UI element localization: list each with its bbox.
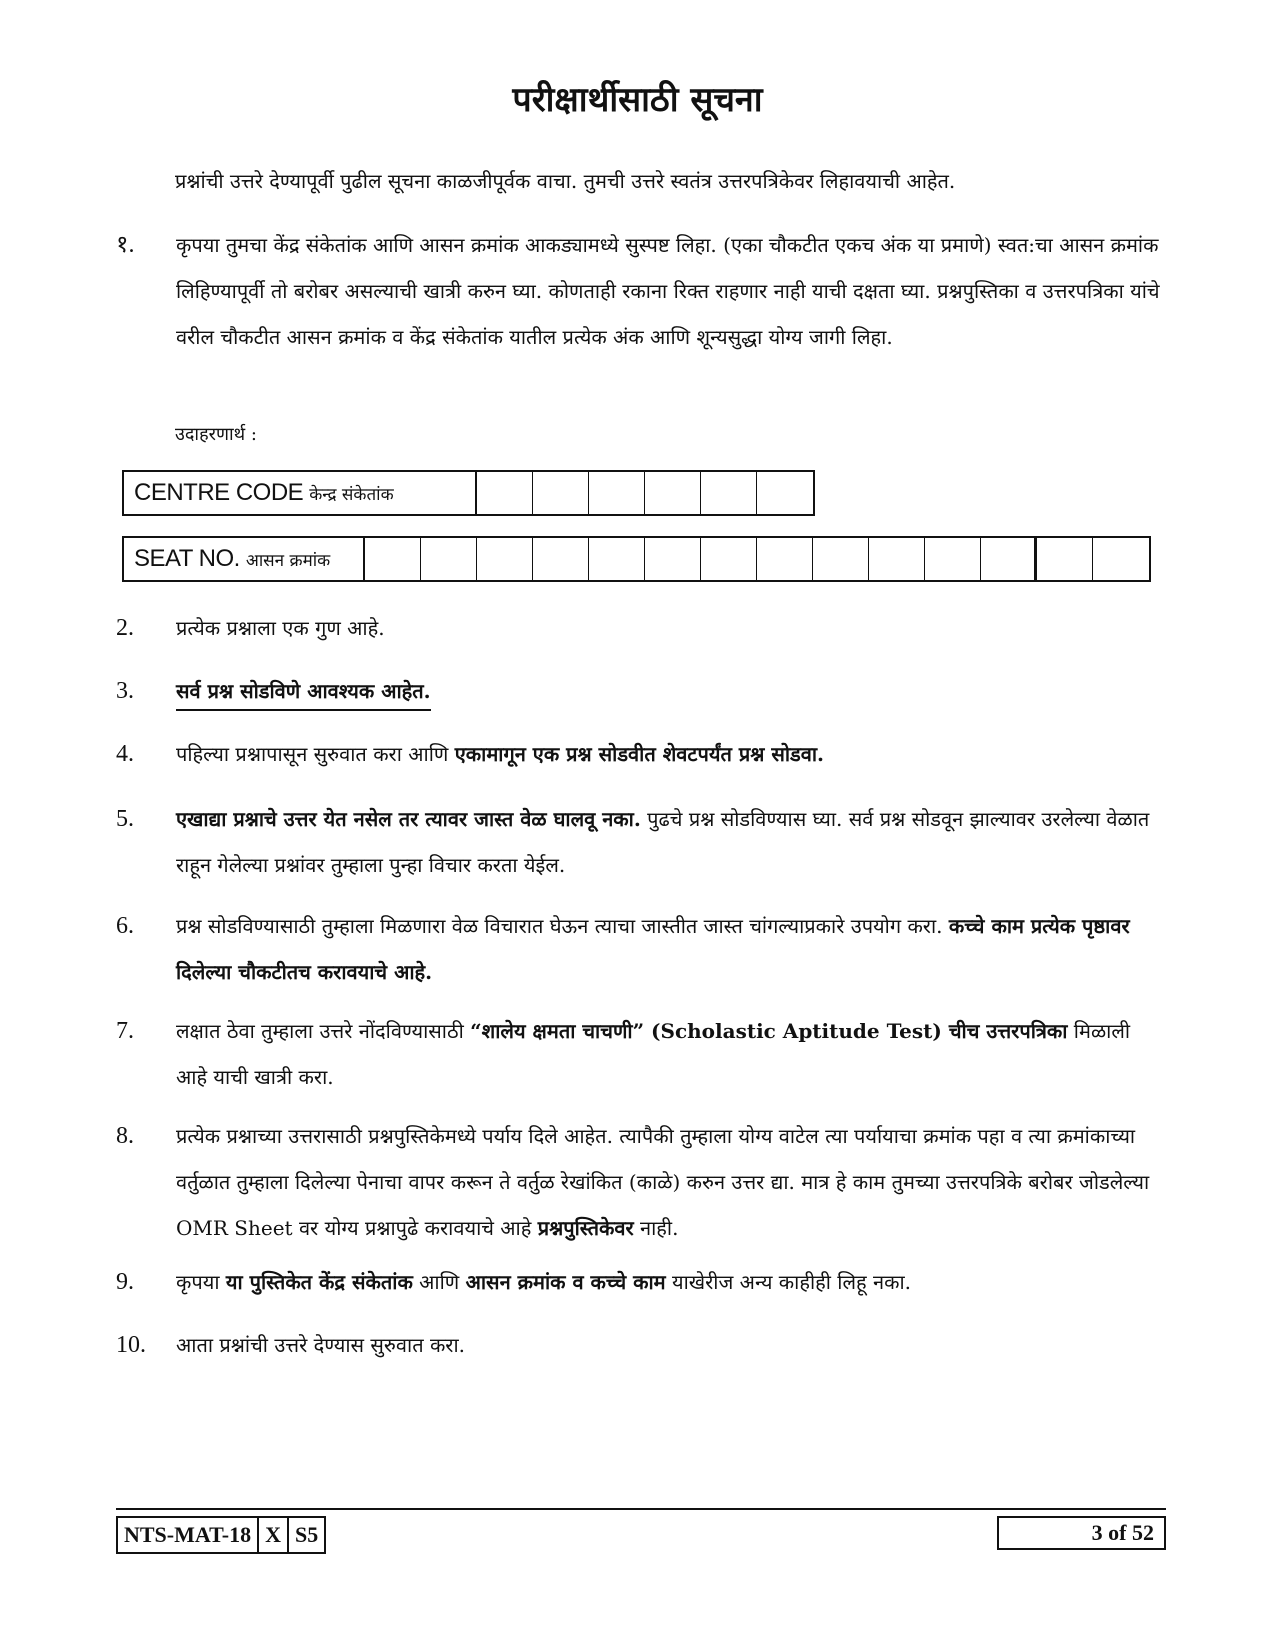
instruction-text: प्रत्येक प्रश्नाच्या उत्तरासाठी प्रश्नपुस्तिकेमध्ये पर्याय दिले आहेत. त्यापैकी तुम्हाला योग्य वाटेल त्या पर्यायाचा क्रमांक पहा व त्या क्रमांकाच्या वर्तुळात तुम्हाला दिलेल्या पेनाचा वापर करून ते वर्तुळ रेखांकित (काळे) करुन उत्तर द्या. मात्र हे काम तुमच्या उत्तरपत्रिके बरोबर जोडलेल्या OMR Sheet वर योग्य प्रश्नापुढे करावयाचे आहे <box>176 1124 1150 1240</box>
seat-no-digit[interactable] <box>421 538 477 580</box>
centre-code-box <box>122 470 815 516</box>
instruction-text: प्रश्न सोडविण्यासाठी तुम्हाला मिळणारा वेळ विचारात घेऊन त्याचा जास्तीत जास्त चांगल्याप्रकारे उपयोग करा. <box>176 914 949 938</box>
instruction-text: आता प्रश्नांची उत्तरे देण्यास सुरुवात करा. <box>176 1333 466 1357</box>
centre-code-mr: केन्द्र संकेतांक <box>309 484 394 505</box>
instruction-text-bold: “शालेय क्षमता चाचणी” (Scholastic Aptitude Test) चीच उत्तरपत्रिका <box>470 1019 1068 1043</box>
instruction-2 <box>116 605 1166 651</box>
instruction-number: 4. <box>116 741 134 767</box>
centre-code-digit[interactable] <box>533 472 589 514</box>
intro-text: प्रश्नांची उत्तरे देण्यापूर्वी पुढील सूचना काळजीपूर्वक वाचा. तुमची उत्तरे स्वतंत्र उत्तरपत्रिकेवर लिहावयाची आहेत. <box>175 169 956 193</box>
footer-code-box <box>116 1516 326 1554</box>
seat-no-digit[interactable] <box>869 538 925 580</box>
instruction-8 <box>116 1113 1166 1251</box>
seat-no-digit[interactable] <box>757 538 813 580</box>
instruction-number: 8. <box>116 1123 134 1149</box>
instruction-10 <box>116 1322 1166 1368</box>
instruction-text-bold: एकामागून एक प्रश्न सोडवीत शेवटपर्यंत प्रश्न सोडवा. <box>454 742 824 766</box>
centre-code-digit[interactable] <box>701 472 757 514</box>
instruction-number: 5. <box>116 806 134 832</box>
instruction-number: 9. <box>116 1269 134 1295</box>
centre-code-digit[interactable] <box>645 472 701 514</box>
centre-code-digit[interactable] <box>477 472 533 514</box>
instruction-text: पुढचे प्रश्न सोडविण्यास घ्या. सर्व प्रश्न सोडवून झाल्यावर उरलेल्या वेळात राहून गेलेल्या प्रश्नांवर तुम्हाला पुन्हा विचार करता येईल. <box>176 807 1150 877</box>
instruction-text: प्रत्येक प्रश्नाला एक गुण आहे. <box>176 616 385 640</box>
centre-code-label <box>124 472 477 514</box>
instruction-number: 2. <box>116 615 134 641</box>
instruction-6 <box>116 903 1166 995</box>
footer-paper-code: NTS-MAT-18 <box>118 1518 259 1552</box>
instruction-text: कृपया <box>176 1270 226 1294</box>
instruction-number: 7. <box>116 1018 134 1044</box>
seat-no-box <box>122 536 1151 582</box>
instruction-text-bold: कच्चे काम प्रत्येक पृष्ठावर दिलेल्या चौकटीतच करावयाचे आहे. <box>176 914 1130 984</box>
seat-no-label <box>124 538 365 580</box>
seat-no-digit[interactable] <box>533 538 589 580</box>
instruction-4 <box>116 731 1166 777</box>
seat-no-digit[interactable] <box>365 538 421 580</box>
centre-code-digit[interactable] <box>589 472 645 514</box>
seat-no-digit[interactable] <box>477 538 533 580</box>
seat-no-digit[interactable] <box>589 538 645 580</box>
seat-no-digit[interactable] <box>813 538 869 580</box>
instruction-number: 3. <box>116 678 134 704</box>
instruction-text-bold: प्रश्नपुस्तिकेवर <box>537 1216 634 1240</box>
seat-no-digit[interactable] <box>1037 538 1093 580</box>
footer-divider <box>116 1508 1166 1510</box>
instruction-1 <box>116 222 1166 360</box>
page-title: परीक्षार्थीसाठी सूचना <box>512 80 763 120</box>
footer-page-number: 3 of 52 <box>997 1516 1166 1550</box>
instruction-text-bold: आसन क्रमांक व कच्चे काम <box>465 1270 666 1294</box>
footer-set: S5 <box>295 1522 319 1547</box>
instruction-number: १. <box>116 232 135 258</box>
instruction-text: मिळाली आहे याची खात्री करा. <box>176 1019 1131 1089</box>
seat-no-digit[interactable] <box>925 538 981 580</box>
instruction-text-bold: एखाद्या प्रश्नाचे उत्तर येत नसेल तर त्यावर जास्त वेळ घालवू नका. <box>176 807 641 831</box>
seat-no-digit[interactable] <box>981 538 1037 580</box>
instruction-text: आणि <box>412 1270 466 1294</box>
instruction-7 <box>116 1008 1166 1100</box>
seat-no-en: SEAT NO. <box>134 545 240 572</box>
instruction-text: सर्व प्रश्न सोडविणे आवश्यक आहेत. <box>176 679 431 711</box>
example-label: उदाहरणार्थ : <box>175 424 257 445</box>
instruction-number: 6. <box>116 913 134 939</box>
instruction-text: नाही. <box>633 1216 679 1240</box>
instruction-number: 10. <box>116 1332 146 1358</box>
instruction-text: पहिल्या प्रश्नापासून सुरुवात करा आणि <box>176 742 455 766</box>
seat-no-digit[interactable] <box>1093 538 1149 580</box>
seat-no-digit[interactable] <box>645 538 701 580</box>
seat-no-mr: आसन क्रमांक <box>245 550 331 571</box>
instruction-3 <box>116 668 1166 714</box>
centre-code-en: CENTRE CODE <box>134 479 304 506</box>
instruction-5 <box>116 796 1166 888</box>
instruction-text: याखेरीज अन्य काहीही लिहू नका. <box>665 1270 912 1294</box>
footer-standard: X <box>259 1518 289 1552</box>
instruction-text: कृपया तुमचा केंद्र संकेतांक आणि आसन क्रमांक आकड्यामध्ये सुस्पष्ट लिहा. (एका चौकटीत एकच अंक या प्रमाणे) स्वत:चा आसन क्रमांक लिहिण्यापूर्वी तो बरोबर असल्याची खात्री करुन घ्या. कोणताही रकाना रिक्त राहणार नाही याची दक्षता घ्या. प्रश्नपुस्तिका व उत्तरपत्रिका यांचे वरील चौकटीत आसन क्रमांक व केंद्र संकेतांक यातील प्रत्येक अंक आणि शून्यसुद्धा योग्य जागी लिहा. <box>176 233 1160 349</box>
instruction-9 <box>116 1259 1166 1305</box>
instruction-text-bold: या पुस्तिकेत केंद्र संकेतांक <box>225 1270 413 1294</box>
seat-no-digit[interactable] <box>701 538 757 580</box>
centre-code-digit[interactable] <box>757 472 813 514</box>
instruction-text: लक्षात ठेवा तुम्हाला उत्तरे नोंदविण्यासाठी <box>176 1019 471 1043</box>
